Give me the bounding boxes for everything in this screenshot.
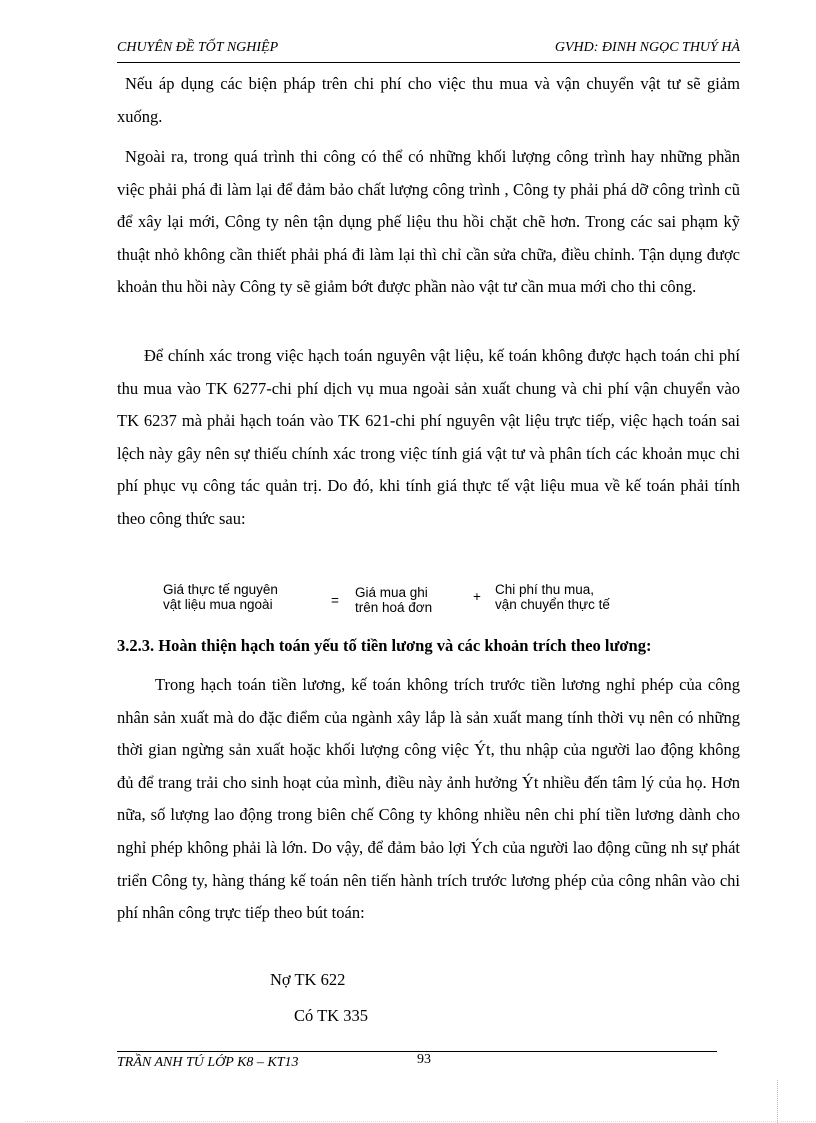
price-formula: [163, 582, 683, 616]
formula-term2-line2: vận chuyển thực tế: [495, 597, 610, 612]
crop-mark-horizontal: [25, 1121, 816, 1122]
page-number: 93: [417, 1052, 431, 1067]
formula-term1-line1: Giá mua ghi: [355, 585, 428, 600]
journal-debit: Nợ TK 622: [270, 970, 346, 989]
paragraph-1: Nếu áp dụng các biện pháp trên chi phí cho việc thu mua và vận chuyển vật tư sẽ giảm xuống.: [117, 74, 740, 126]
formula-equals: =: [331, 593, 339, 608]
section-heading: 3.2.3. Hoàn thiện hạch toán yếu tố tiền lương và các khoản trích theo lương:: [117, 636, 652, 655]
formula-lhs-line2: vật liệu mua ngoài: [163, 597, 273, 612]
formula-term2-line1: Chi phí thu mua,: [495, 582, 595, 597]
formula-lhs: [163, 582, 278, 612]
footer-author: TRẦN ANH TÚ LỚP K8 – KT13: [117, 1055, 299, 1070]
paragraph-2: Ngoài ra, trong quá trình thi công có thể có những khối lượng công trình hay những phần việc phải phá đi làm lại để đảm bảo chất lượng công trình , Công ty phải phá dỡ công trình cũ để xây lại mới, Công ty nên tận dụng phế liệu thu hồi chặt chẽ hơn. Trong các sai phạm kỹ thuật nhỏ không cần thiết phải phá đi làm lại thì chỉ cần sửa chữa, điều chỉnh. Tận dụng được khoản thu hồi này Công ty sẽ giảm bớt được phần nào vật tư cần mua mới cho thi công.: [117, 147, 740, 297]
header-supervisor: GVHD: ĐINH NGỌC THUÝ HÀ: [554, 40, 740, 55]
formula-term2: [495, 582, 610, 612]
page-header: [117, 40, 740, 63]
paragraph-3: Để chính xác trong việc hạch toán nguyên vật liệu, kế toán không được hạch toán chi phí thu mua vào TK 6277-chi phí dịch vụ mua ngoài sản xuất chung và chi phí vận chuyển vào TK 6237 mà phải hạch toán vào TK 621-chi phí nguyên vật liệu trực tiếp, việc hạch toán sai lệch này gây nên sự thiếu chính xác trong việc tính giá vật tư và phân tích các khoản mục chi phí phục vụ công tác quản trị. Do đó, khi tính giá thực tế vật liệu mua về kế toán phải tính theo công thức sau:: [117, 346, 740, 528]
header-title: CHUYÊN ĐỀ TỐT NGHIỆP: [117, 40, 279, 55]
formula-term1: [355, 585, 432, 615]
paragraph-4: Trong hạch toán tiền lương, kế toán không trích trước tiền lương nghỉ phép của công nhân sản xuất mà do đặc điểm của ngành xây lắp là sản xuất mang tính thời vụ nên có những thời gian ngừng sản xuất hoặc khối lượng công việc Ýt, thu nhập của người lao động không đủ để trang trải cho sinh hoạt của mình, điều này ảnh hưởng Ýt nhiều đến tâm lý của họ. Hơn nữa, số lượng lao động trong biên chế Công ty không nhiều nên chi phí tiền lương dành cho nghỉ phép không phải là lớn. Do vậy, để đảm bảo lợi Ých của người lao động cũng nh sự phát triển Công ty, hàng tháng kế toán nên tiến hành trích trước lương phép của công nhân vào chi phí nhân công trực tiếp theo bút toán:: [117, 675, 740, 923]
crop-mark-vertical: [777, 1080, 778, 1123]
journal-credit: Có TK 335: [294, 1006, 368, 1025]
formula-term1-line2: trên hoá đơn: [355, 600, 433, 615]
formula-plus: +: [473, 589, 481, 604]
formula-lhs-line1: Giá thực tế nguyên: [163, 582, 278, 597]
